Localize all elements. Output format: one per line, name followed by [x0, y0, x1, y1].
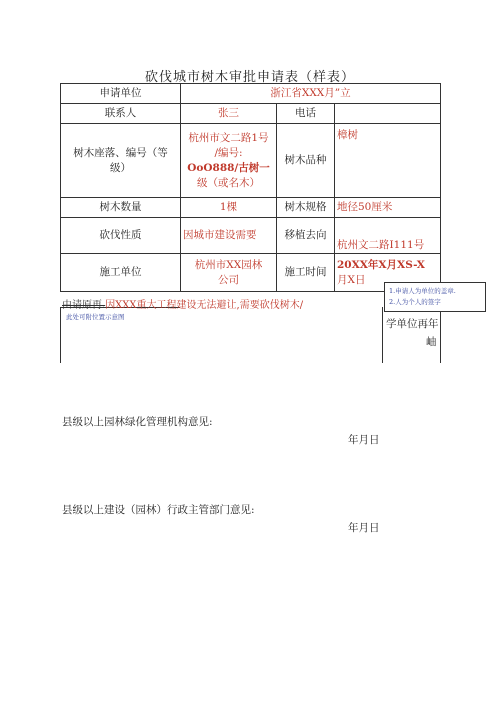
- row-applicant: [61, 84, 441, 104]
- annotation-note: [384, 282, 486, 312]
- row-nature: [61, 218, 441, 254]
- contact-label: 联系人: [61, 104, 181, 124]
- seal-text: 学单位再年: [386, 318, 439, 330]
- reason-value: 因XXX重大工程建设无法避让,需要砍伐树木/: [105, 300, 304, 311]
- location-label: [61, 124, 181, 198]
- opinion-label: 县级以上园林绿化管理机构意见:: [62, 416, 213, 428]
- spec-label: 树木规格: [277, 198, 335, 218]
- count-label: 树木数量: [61, 198, 181, 218]
- time-label: 施工时间: [277, 254, 335, 292]
- applicant-label: 申请单位: [61, 84, 181, 104]
- form-title: 砍伐城市树木审批申请表（样表）: [144, 70, 355, 85]
- dest-label: 移植去向: [277, 218, 335, 254]
- reason-text: [62, 296, 303, 311]
- count-value: 1棵: [181, 198, 277, 218]
- nature-label: 砍伐性质: [61, 218, 181, 254]
- construct-value-line: 杭州市XX园林: [194, 258, 263, 271]
- reason-box-left-border: [60, 307, 61, 363]
- opinion-label: 县级以上建设（园林）行政主管部门意见:: [62, 504, 255, 516]
- location-label-line: 级）: [110, 161, 131, 174]
- note-line: 2.人为个人的签字: [389, 298, 441, 306]
- note-line: 1.申请人为单位的盖章.: [389, 287, 456, 295]
- location-value-line: 杭州市文二路1号: [188, 131, 269, 144]
- location-map-hint: 此处可附位置示意图: [66, 313, 125, 321]
- nature-value: 因城市建设需要: [181, 218, 277, 254]
- phone-label: 电话: [277, 104, 335, 124]
- applicant-value: 浙江省XXX月”立: [181, 84, 441, 104]
- row-location: [61, 124, 441, 198]
- time-value-line: 月X日: [337, 273, 366, 286]
- reason-box-divider: [382, 307, 383, 363]
- species-label: 树木品种: [277, 124, 335, 198]
- dest-value: 杭州文二路I111号: [335, 218, 441, 254]
- phone-value: [335, 104, 441, 124]
- row-count: [61, 198, 441, 218]
- construct-value: [181, 254, 277, 292]
- construct-value-line: 公司: [218, 273, 239, 286]
- construct-label: 施工单位: [61, 254, 181, 292]
- location-label-line: 树木座落、编号（等: [73, 146, 168, 159]
- location-value-line: OoO888/古树一: [187, 161, 270, 174]
- application-table: [60, 83, 441, 292]
- spec-value: 地径50厘米: [335, 198, 441, 218]
- location-value-line: 级（或名木）: [197, 176, 260, 189]
- row-contact: [61, 104, 441, 124]
- reason-box-right-border: [440, 307, 441, 363]
- opinion-date: 年月日: [348, 522, 380, 534]
- opinion-date: 年月日: [348, 434, 380, 446]
- location-value: [181, 124, 277, 198]
- species-value: 樟树: [335, 124, 441, 198]
- reason-label-struck: 由请原再.: [62, 300, 106, 311]
- time-value-line: 20XX年X月XS-X: [337, 258, 425, 271]
- seal-text: 岫: [426, 336, 437, 348]
- location-value-line: /编号:: [214, 146, 243, 159]
- contact-value: 张三: [181, 104, 277, 124]
